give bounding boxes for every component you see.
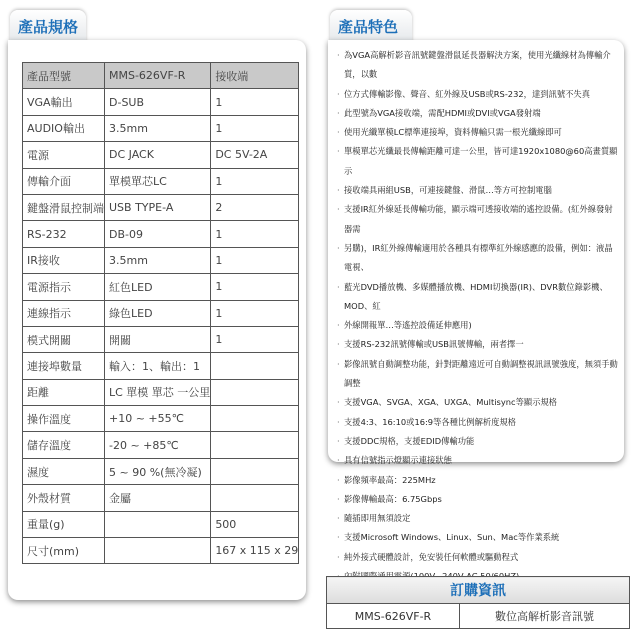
feature-item: · 具有信號指示燈顯示連接狀態: [336, 451, 620, 470]
spec-row: [23, 458, 299, 484]
features-section-tab: [330, 10, 412, 44]
spec-label-cell: 尺寸(mm): [23, 538, 105, 564]
spec-value-cell: D-SUB: [105, 89, 211, 115]
feature-item: · 支援DDC規格，支援EDID傳輸功能: [336, 432, 620, 451]
spec-label-cell: RS-232: [23, 221, 105, 247]
feature-item: · 支援IR紅外線延長傳輸功能，顯示端可透接收端的遙控設備。(紅外線發射器需: [336, 200, 620, 239]
spec-row: [23, 538, 299, 564]
spec-receiver-cell: 1: [211, 115, 299, 141]
spec-receiver-cell: 2: [211, 194, 299, 220]
feature-item: · 支援VGA、SVGA、XGA、UXGA、Multisync等顯示規格: [336, 393, 620, 412]
spec-label-cell: 儲存溫度: [23, 432, 105, 458]
feature-item: · 為VGA高解析影音訊號鍵盤滑鼠延長器解決方案，使用光纖線材為傳輸介質，以數: [336, 46, 620, 85]
spec-row: [23, 142, 299, 168]
spec-value-cell: 3.5mm: [105, 115, 211, 141]
spec-header-row: [23, 63, 299, 89]
spec-table: [22, 62, 299, 564]
spec-row: [23, 247, 299, 273]
spec-value-cell: DC JACK: [105, 142, 211, 168]
spec-section-tab: [10, 10, 86, 44]
feature-item: · 此型號為VGA接收端，需配HDMI或DVI或VGA發射端: [336, 104, 620, 123]
spec-receiver-cell: 1: [211, 168, 299, 194]
spec-row: [23, 194, 299, 220]
feature-item: · 位方式傳輸影像、聲音、紅外線及USB或RS-232，達到訊號不失真: [336, 85, 620, 104]
spec-value-cell: [105, 511, 211, 537]
spec-label-cell: 模式開關: [23, 326, 105, 352]
order-description-cell: 數位高解析影音訊號: [460, 604, 630, 629]
spec-value-cell: 金屬: [105, 485, 211, 511]
feature-item: · 支援4:3、16:10或16:9等各種比例解析度規格: [336, 413, 620, 432]
spec-receiver-cell: 167 x 115 x 29: [211, 538, 299, 564]
spec-receiver-cell: 1: [211, 221, 299, 247]
order-info-table: [326, 576, 630, 629]
order-model-cell: MMS-626VF-R: [327, 604, 460, 629]
spec-value-cell: LC 單模 單芯 一公里: [105, 379, 211, 405]
spec-value-cell: 綠色LED: [105, 300, 211, 326]
spec-label-cell: 連接埠數量: [23, 353, 105, 379]
spec-value-cell: [105, 538, 211, 564]
spec-label-cell: 鍵盤滑鼠控制端: [23, 194, 105, 220]
spec-value-cell: USB TYPE-A: [105, 194, 211, 220]
spec-value-cell: DB-09: [105, 221, 211, 247]
feature-item: · 單模單芯光纖最長傳輸距離可達一公里，皆可達1920x1080@60高畫質顯示: [336, 142, 620, 181]
spec-row: [23, 89, 299, 115]
spec-label-cell: 外殼材質: [23, 485, 105, 511]
feature-item: · 藍光DVD播放機、多媒體播放機、HDMI切換器(IR)、DVR數位錄影機、MOD、紅: [336, 278, 620, 317]
spec-receiver-cell: 1: [211, 89, 299, 115]
spec-label-cell: 電源指示: [23, 274, 105, 300]
spec-row: [23, 379, 299, 405]
spec-receiver-cell: [211, 485, 299, 511]
spec-value-cell: 單模單芯LC: [105, 168, 211, 194]
spec-label-cell: 操作溫度: [23, 406, 105, 432]
spec-value-cell: +10 ~ +55℃: [105, 406, 211, 432]
spec-receiver-cell: [211, 353, 299, 379]
spec-value-cell: MMS-626VF-R: [105, 63, 211, 89]
spec-label-cell: 重量(g): [23, 511, 105, 537]
spec-label-cell: 傳輸介面: [23, 168, 105, 194]
spec-label-cell: 電源: [23, 142, 105, 168]
feature-item: · 使用光纖單模LC標準連接埠，資料傳輸只需一根光纖線即可: [336, 123, 620, 142]
spec-receiver-cell: 1: [211, 247, 299, 273]
spec-label-cell: AUDIO輸出: [23, 115, 105, 141]
spec-receiver-cell: 1: [211, 274, 299, 300]
spec-row: [23, 511, 299, 537]
spec-row: [23, 326, 299, 352]
spec-receiver-cell: DC 5V-2A: [211, 142, 299, 168]
spec-row: [23, 432, 299, 458]
feature-item: · 隨插即用無須設定: [336, 509, 620, 528]
feature-item: · 純外接式硬體設計，免安裝任何軟體或驅動程式: [336, 548, 620, 567]
spec-value-cell: 紅色LED: [105, 274, 211, 300]
spec-panel: [8, 40, 306, 600]
feature-item: · 影像訊號自動調整功能，針對距離遠近可自動調整視訊訊號強度，無須手動調整: [336, 355, 620, 394]
spec-receiver-cell: 接收端: [211, 63, 299, 89]
spec-label-cell: IR接收: [23, 247, 105, 273]
spec-label-cell: 濕度: [23, 458, 105, 484]
features-section-title: 產品特色: [338, 18, 399, 36]
order-info-title: 訂購資訊: [327, 577, 630, 604]
spec-row: [23, 485, 299, 511]
spec-row: [23, 274, 299, 300]
feature-item: · 影像頻率最高：225MHz: [336, 471, 620, 490]
spec-row: [23, 353, 299, 379]
spec-receiver-cell: 1: [211, 326, 299, 352]
spec-section-title: 產品規格: [18, 18, 79, 36]
feature-item: · 支援Microsoft Windows、Linux、Sun、Mac等作業系統: [336, 528, 620, 547]
spec-value-cell: 5 ~ 90 %(無冷凝): [105, 458, 211, 484]
spec-label-cell: VGA輸出: [23, 89, 105, 115]
features-list: [336, 46, 620, 586]
spec-row: [23, 221, 299, 247]
feature-item: · 影像傳輸最高：6.75Gbps: [336, 490, 620, 509]
spec-row: [23, 406, 299, 432]
spec-row: [23, 168, 299, 194]
spec-value-cell: 3.5mm: [105, 247, 211, 273]
spec-value-cell: 輸入：1、輸出：1: [105, 353, 211, 379]
spec-row: [23, 300, 299, 326]
spec-receiver-cell: 1: [211, 300, 299, 326]
spec-value-cell: -20 ~ +85℃: [105, 432, 211, 458]
feature-item: · 支援RS-232訊號傳輸或USB訊號傳輸，兩者擇一: [336, 335, 620, 354]
feature-item: · 另購)，IR紅外線傳輸適用於各種具有標準紅外線感應的設備，例如：液晶電視、: [336, 239, 620, 278]
spec-value-cell: 開關: [105, 326, 211, 352]
spec-receiver-cell: [211, 406, 299, 432]
spec-receiver-cell: 500: [211, 511, 299, 537]
spec-receiver-cell: [211, 379, 299, 405]
spec-receiver-cell: [211, 458, 299, 484]
feature-item: · 外線開報單…等遙控設備延伸應用): [336, 316, 620, 335]
spec-label-cell: 產品型號: [23, 63, 105, 89]
feature-item: · 接收端具兩組USB，可連接鍵盤、滑鼠…等方可控制電腦: [336, 181, 620, 200]
spec-receiver-cell: [211, 432, 299, 458]
spec-label-cell: 距離: [23, 379, 105, 405]
features-panel: [328, 40, 624, 562]
spec-label-cell: 連線指示: [23, 300, 105, 326]
spec-row: [23, 115, 299, 141]
